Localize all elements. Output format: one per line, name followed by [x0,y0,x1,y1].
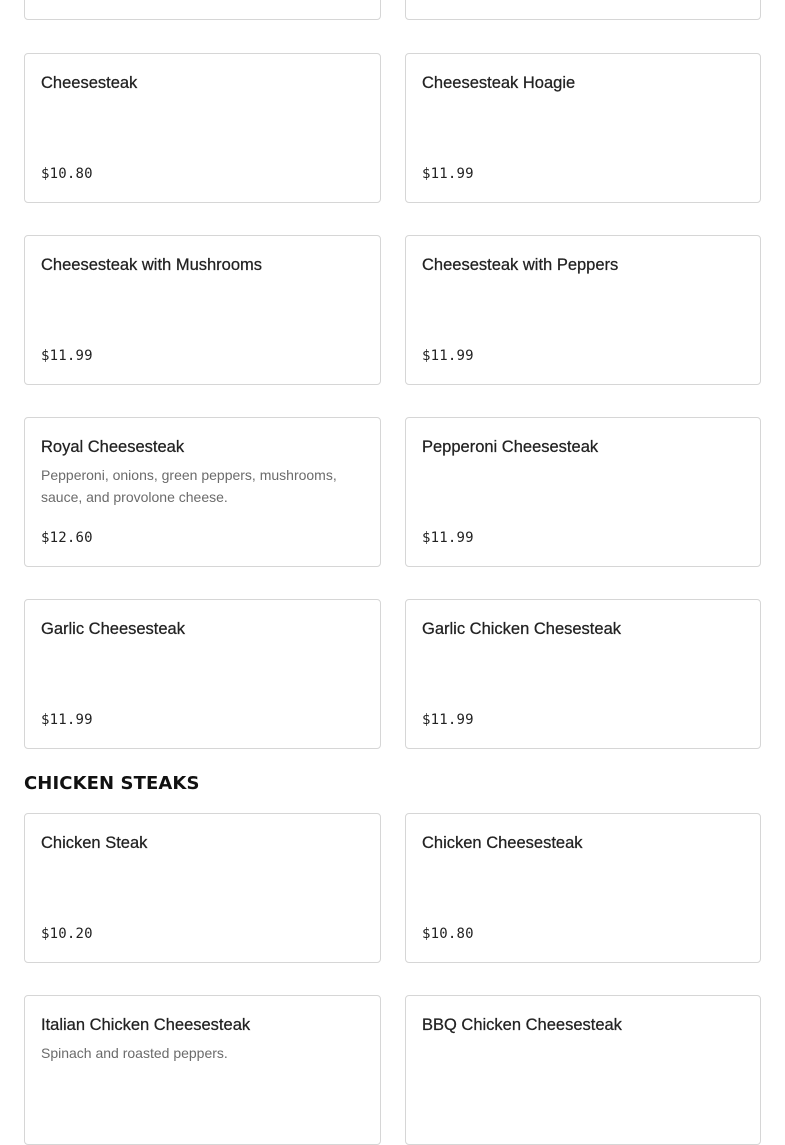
item-name: Chicken Steak [41,834,148,852]
item-name: Cheesesteak Hoagie [422,74,576,92]
item-name: Cheesesteak with Peppers [422,256,619,274]
item-description: Pepperoni, onions, green peppers, mushrooms, sauce, and provolone cheese. [41,467,337,505]
menu-item-cheesesteak-hoagie[interactable] [405,53,761,203]
section-title-chicken-steaks: CHICKEN STEAKS [24,773,200,794]
item-name: Italian Chicken Cheesesteak [41,1016,251,1034]
item-price: $10.80 [41,166,93,182]
item-price: $11.99 [422,166,474,182]
menu-item-cheesesteak-mushrooms[interactable] [24,235,381,385]
item-name: Cheesesteak [41,74,138,92]
menu-item-card[interactable] [405,0,761,20]
item-price: $11.99 [422,530,474,546]
item-price: $12.60 [41,530,93,546]
menu-item-cheesesteak[interactable] [24,53,381,203]
item-price: $11.99 [41,712,93,728]
menu-item-bbq-chicken-cheesesteak[interactable] [405,995,761,1145]
menu-item-royal-cheesesteak[interactable] [24,417,381,567]
item-description: Spinach and roasted peppers. [41,1045,228,1061]
menu-item-pepperoni-cheesesteak[interactable] [405,417,761,567]
item-price: $10.20 [41,926,93,942]
item-name: Cheesesteak with Mushrooms [41,256,263,274]
item-name: Chicken Cheesesteak [422,834,583,852]
menu-item-chicken-cheesesteak[interactable] [405,813,761,963]
menu-item-italian-chicken-cheesesteak[interactable] [24,995,381,1145]
item-price: $11.99 [41,348,93,364]
item-name: Garlic Chicken Chesesteak [422,620,621,638]
menu-item-card[interactable] [24,0,381,20]
menu-item-garlic-chicken-chesesteak[interactable] [405,599,761,749]
item-price: $11.99 [422,348,474,364]
item-name: Pepperoni Cheesesteak [422,438,599,456]
item-name: Garlic Cheesesteak [41,620,185,638]
menu-item-chicken-steak[interactable] [24,813,381,963]
item-name: BBQ Chicken Cheesesteak [422,1016,622,1034]
item-name: Royal Cheesesteak [41,438,185,456]
item-price: $10.80 [422,926,474,942]
menu-item-garlic-cheesesteak[interactable] [24,599,381,749]
item-price: $11.99 [422,712,474,728]
menu-item-cheesesteak-peppers[interactable] [405,235,761,385]
